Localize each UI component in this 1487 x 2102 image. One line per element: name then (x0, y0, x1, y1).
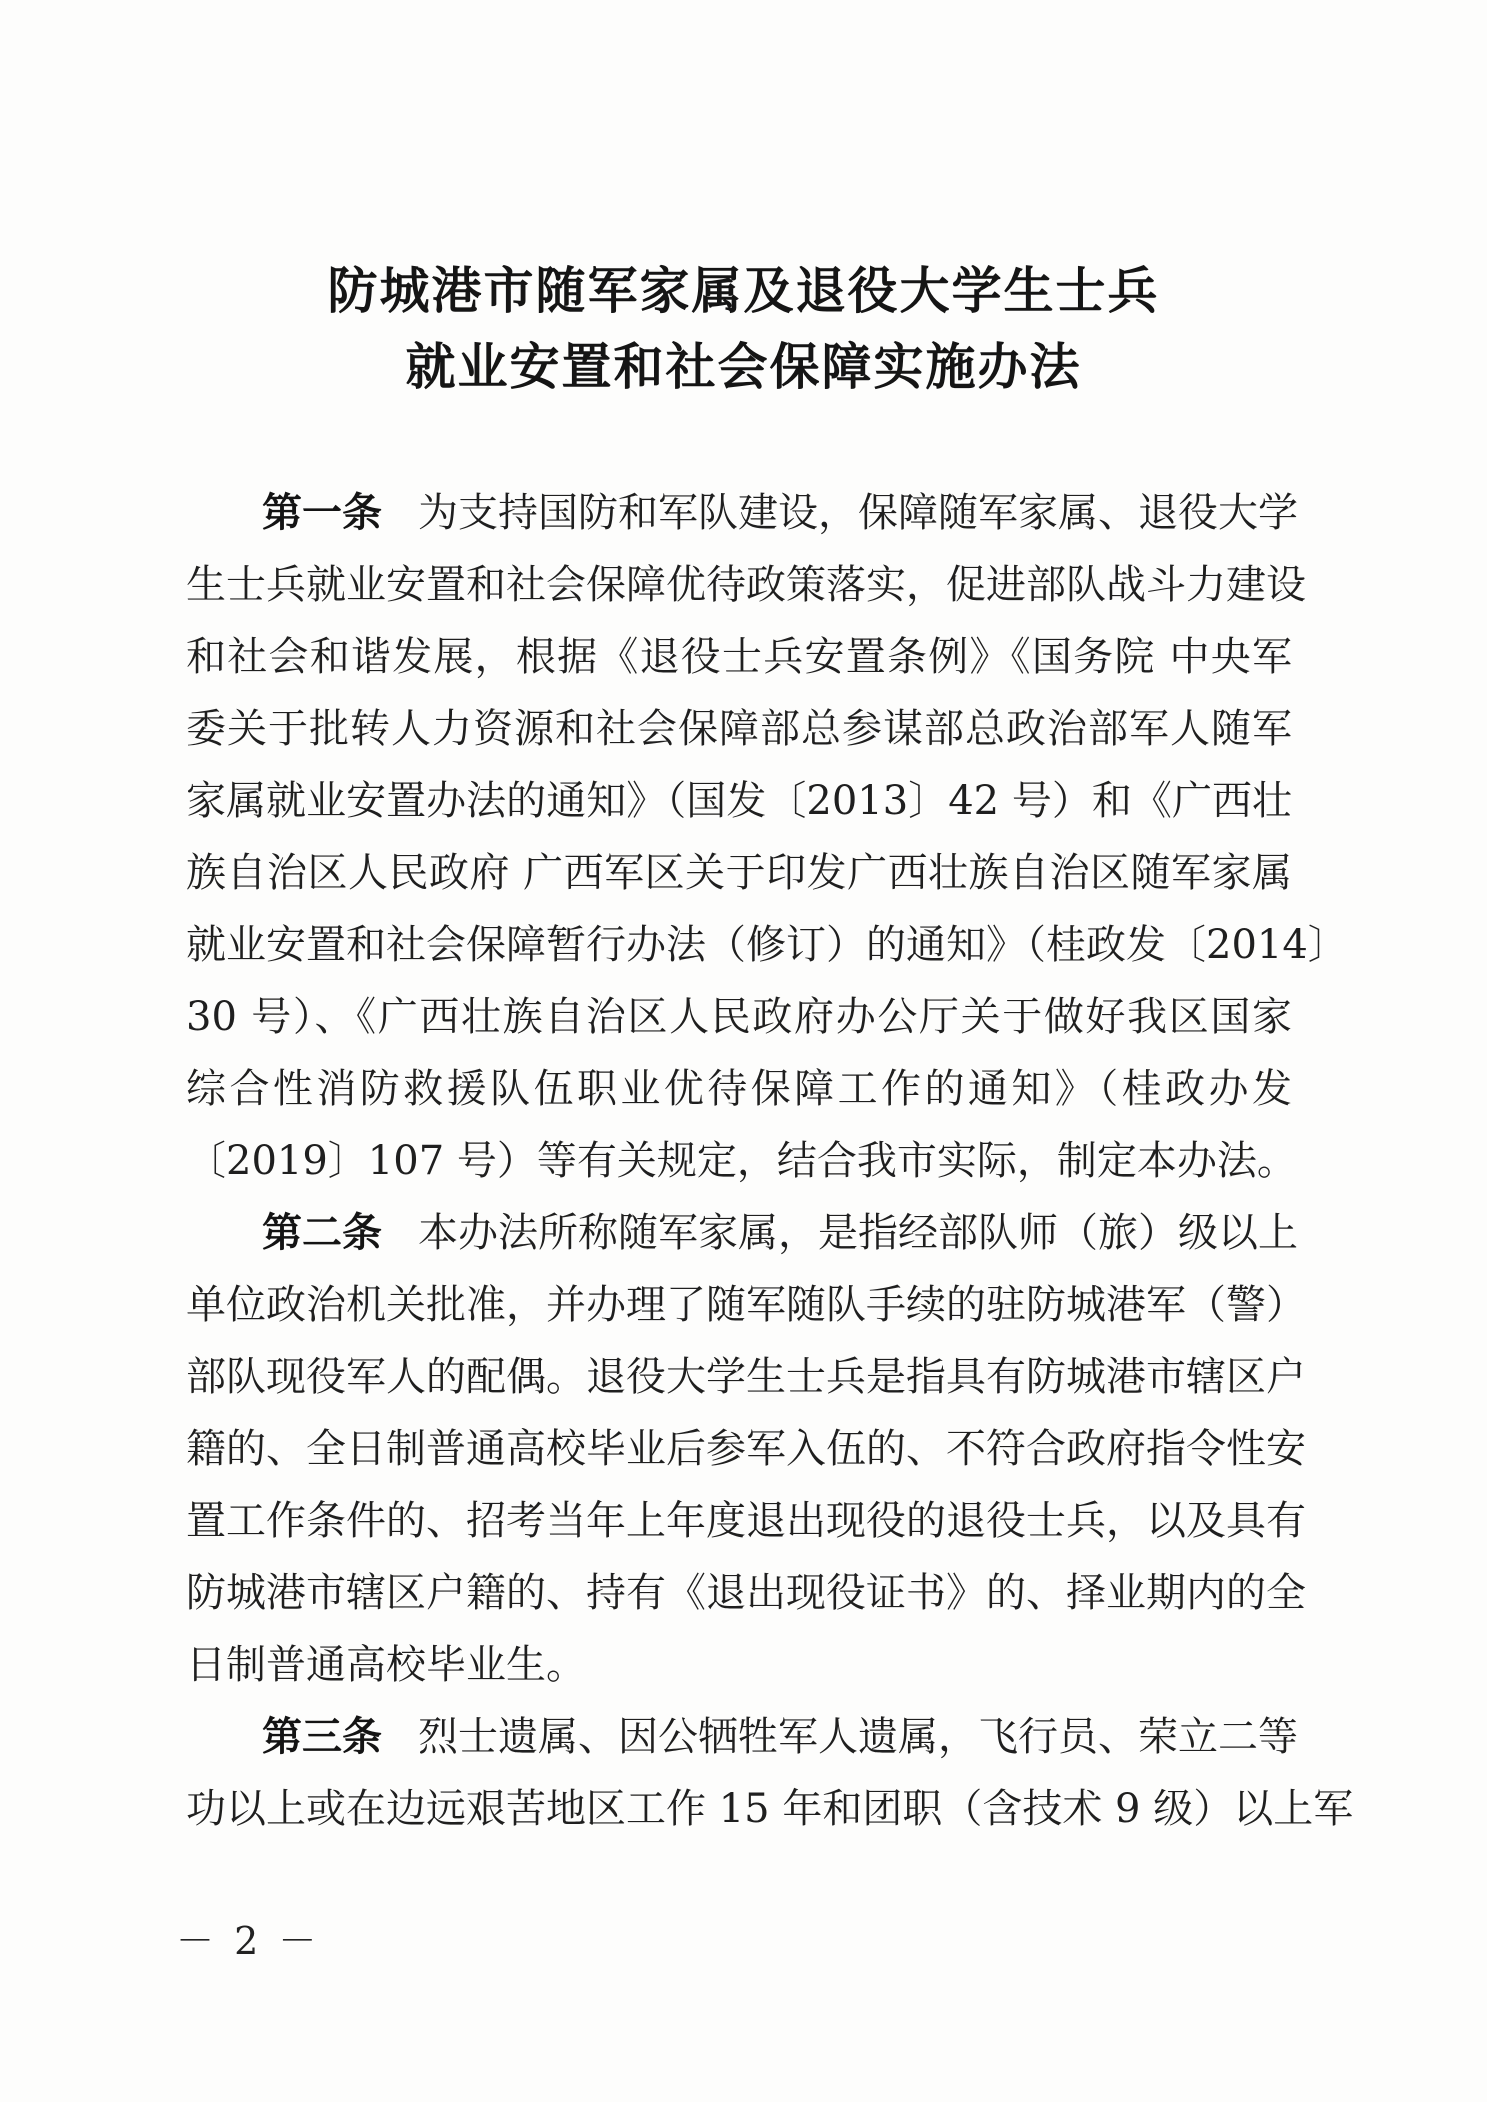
article-3-heading: 第三条 (262, 1714, 382, 1760)
article-2-line-2: 单位政治机关批准，并办理了随军随队手续的驻防城港军（警） (186, 1282, 1306, 1328)
article-1-line-5: 家属就业安置办法的通知》（国发〔2013〕42 号）和《广西壮 (186, 778, 1292, 824)
article-2-line-3: 部队现役军人的配偶。退役大学生士兵是指具有防城港市辖区户 (186, 1354, 1306, 1400)
article-2-line-5: 置工作条件的、招考当年上年度退出现役的退役士兵，以及具有 (186, 1498, 1306, 1544)
article-2-text-1: 本办法所称随军家属，是指经部队师（旅）级以上 (418, 1210, 1298, 1256)
article-2-line-4: 籍的、全日制普通高校毕业后参军入伍的、不符合政府指令性安 (186, 1426, 1306, 1472)
article-2-line-6: 防城港市辖区户籍的、持有《退出现役证书》的、择业期内的全 (186, 1570, 1306, 1616)
article-1-line-9: 综合性消防救援队伍职业优待保障工作的通知》（桂政办发 (186, 1066, 1292, 1112)
title-line-2: 就业安置和社会保障实施办法 (405, 337, 1082, 396)
article-1-line-1 (262, 487, 1298, 539)
article-1-line-3: 和社会和谐发展，根据《退役士兵安置条例》《国务院 中央军 (186, 634, 1292, 680)
article-1-line-6: 族自治区人民政府 广西军区关于印发广西壮族自治区随军家属 (186, 850, 1292, 896)
page-number: － 2 － (176, 1919, 321, 1963)
article-2-line-1 (262, 1207, 1298, 1259)
article-2-line-7: 日制普通高校毕业生。 (186, 1642, 586, 1688)
article-1-line-7: 就业安置和社会保障暂行办法（修订）的通知》（桂政发〔2014〕 (186, 922, 1348, 968)
article-3-line-1 (262, 1711, 1298, 1763)
article-1-text-1: 为支持国防和军队建设，保障随军家属、退役大学 (418, 490, 1298, 536)
article-1-line-4: 委关于批转人力资源和社会保障部总参谋部总政治部军人随军 (186, 706, 1292, 752)
title-line-1: 防城港市随军家属及退役大学生士兵 (327, 261, 1160, 320)
article-1-heading: 第一条 (262, 490, 382, 536)
article-1-line-2: 生士兵就业安置和社会保障优待政策落实，促进部队战斗力建设 (186, 562, 1306, 608)
article-1-line-10: 〔2019〕107 号）等有关规定，结合我市实际，制定本办法。 (186, 1138, 1297, 1184)
article-3-line-2: 功以上或在边远艰苦地区工作 15 年和团职（含技术 9 级）以上军 (186, 1786, 1354, 1832)
article-2-heading: 第二条 (262, 1210, 382, 1256)
article-3-text-1: 烈士遗属、因公牺牲军人遗属，飞行员、荣立二等 (418, 1714, 1298, 1760)
article-1-line-8: 30 号）、《广西壮族自治区人民政府办公厅关于做好我区国家 (186, 994, 1292, 1040)
